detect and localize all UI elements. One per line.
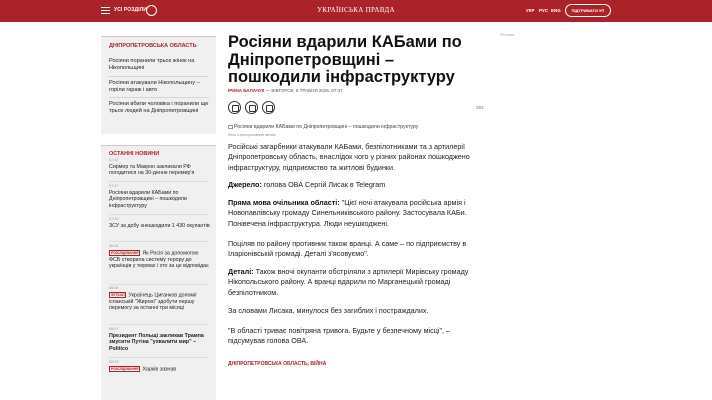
news-time: 06:07 (109, 327, 119, 331)
news-time: 07:47 (109, 184, 119, 188)
region-news-item[interactable]: Росіяни вбили чоловіка і поранили ще трьох людей на Дніпропетровщині (109, 101, 209, 114)
language-ru-link[interactable]: РУС (539, 8, 548, 13)
article-paragraph (228, 180, 480, 190)
author-link[interactable]: ІРИНА БАЛАЧУК (228, 88, 265, 93)
article-categories[interactable]: ДНІПРОПЕТРОВСЬКА ОБЛАСТЬ, ВІЙНА (228, 361, 327, 367)
news-item[interactable]: Сирмер та Макрон закликали РФ погодитися на 30-денне перемир'я (109, 164, 195, 177)
divider (109, 181, 209, 182)
share-telegram-icon[interactable] (262, 101, 275, 114)
details-label: Деталі: (228, 267, 254, 276)
latest-news-sidebar (101, 145, 216, 400)
article-photo (228, 124, 488, 130)
photo-alt-text: Росіяни вдарили КАБами по Дніпропетровщині – пошкодили інфраструктуру (234, 124, 419, 130)
share-twitter-icon[interactable] (245, 101, 258, 114)
article-paragraph (228, 198, 480, 229)
source-label: Джерело: (228, 180, 262, 189)
region-news-item[interactable]: Росіяни поранили трьох жінок на Нікопольщині (109, 58, 195, 71)
divider (109, 214, 209, 215)
language-en-link[interactable]: ENG (551, 8, 561, 13)
news-tag: РОЗСЛІДУВАННЯ (111, 367, 139, 371)
ad-label: Реклама (500, 33, 515, 37)
news-item[interactable] (109, 250, 211, 270)
divider (109, 241, 209, 242)
article-paragraph: За словами Лисака, минулося без загиблих і постраждалих. (228, 306, 429, 315)
divider (109, 76, 209, 77)
news-item[interactable] (109, 292, 211, 312)
article-headline: Росіяни вдарили КАБами по Дніпропетровщині – пошкодили інфраструктуру (228, 33, 462, 86)
news-item-text: Харків зазнав (142, 366, 177, 373)
news-time: 06:44 (109, 244, 119, 248)
broken-image-icon (228, 125, 233, 129)
details-text: Також вночі окупанти обстріляли з артилерії Мирівську громаду Нікопольського району. А вранці вдарили по Марганецькій громаді безпілотником. (228, 267, 469, 297)
news-time: 07:49 (109, 158, 119, 162)
quote-text: "Цієї ночі атакувала російська армія і Новопавлівську громаду Синельниківського району. Застосувала КАБи. Понівечена інфраструктура. Люди неушкоджені. (228, 198, 467, 228)
divider (109, 357, 209, 358)
region-news-sidebar (101, 36, 216, 134)
source-link[interactable]: голова ОВА Сергій Лисак в Telegram (261, 180, 386, 189)
top-navigation-bar (0, 0, 712, 22)
news-item[interactable]: ЗСУ за добу знешкодили 1 430 окупантів (109, 223, 210, 229)
latest-news-title[interactable]: ОСТАННІ НОВИНИ (109, 151, 160, 157)
article-paragraph (228, 267, 480, 298)
article-byline (228, 88, 343, 93)
news-item[interactable] (109, 366, 211, 373)
quote-label: Пряма мова очільника області: (228, 198, 340, 207)
share-facebook-icon[interactable] (228, 101, 241, 114)
support-button[interactable]: ПІДТРИМАТИ УП (565, 4, 611, 17)
news-tag: ФУТБОЛ (111, 293, 125, 297)
region-sidebar-title[interactable]: ДНІПРОПЕТРОВСЬКА ОБЛАСТЬ (109, 43, 197, 49)
news-item-text: Українець Циганков допоміг іспанській "Жироні" здобути першу перемогу за останні три місяці (109, 292, 198, 312)
article-paragraph: Поціляв по району противник також вранці. А саме – по підприємству в Іларіонівській громаді. Деталі з'ясовуємо". (228, 239, 467, 259)
news-tag: РОЗСЛІДУВАННЯ (111, 251, 139, 255)
divider (109, 324, 209, 325)
language-uk-link[interactable]: УКР (526, 8, 535, 13)
news-item[interactable]: Президент Польщі закликав Трампа змусити Путіна "ухвалити мир" – Politico (109, 333, 204, 352)
divider (109, 284, 209, 285)
photo-caption: Фото з ілюстративною метою (228, 133, 276, 137)
region-news-item[interactable]: Росіяни атакували Нікопольщину – горіли гараж і авто (109, 80, 200, 93)
news-item[interactable]: Росіяни вдарили КАБами по Дніпропетровщині – пошкодили інфраструктуру (109, 190, 187, 209)
article-paragraph: Російські загарбники атакували КАБами, безпілотниками та з артилерії Дніпропетровську область, внаслідок чого у різних районах пошкоджено інфраструктуру, підприємство та житлові будинки. (228, 142, 470, 172)
article-paragraph: "В області триває повітряна тривога. Будьте у безпечному місці", – підсумував голова ОВА. (228, 326, 450, 346)
divider (109, 97, 209, 98)
news-time: 06:26 (109, 286, 119, 290)
publish-date: — ВІВТОРОК, 6 ТРАВНЯ 2025, 07:47 (264, 88, 343, 93)
site-logo[interactable]: УКРАЇНСЬКА ПРАВДА (317, 6, 395, 14)
news-time: 06:03 (109, 360, 119, 364)
news-time: 07:20 (109, 217, 119, 221)
news-item-text: Як Росія за допомогою ФСБ створила систему терору до українців у тюрмах і хто за це відповідає (109, 250, 209, 270)
view-count: 383 (476, 105, 484, 110)
all-sections-link[interactable]: УСІ РОЗДІЛИ (114, 7, 147, 13)
